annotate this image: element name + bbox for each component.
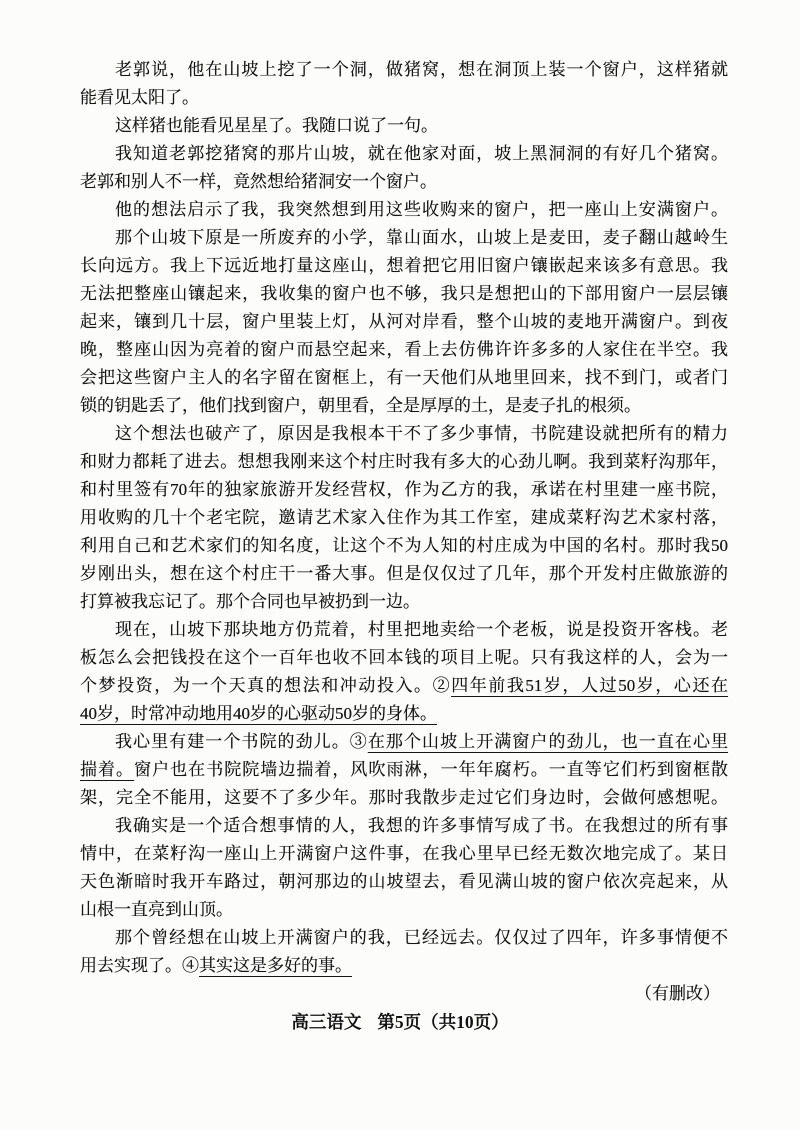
text-line: [80, 252, 728, 280]
text-line: [80, 728, 728, 756]
text-line: [80, 56, 728, 84]
underlined-sentence: 40岁，时常冲动地用40岁的心驱动50岁的身体。: [80, 704, 437, 723]
text-line: [80, 280, 728, 308]
text-line: [80, 700, 728, 728]
text-segment: 和村里签有70年的独家旅游开发经营权，作为乙方的我，承诺在村里建一座书院，: [80, 480, 728, 499]
paragraph: [80, 616, 728, 728]
text-line: [80, 112, 728, 140]
text-segment: 他的想法启示了我，我突然想到用这些收购来的窗户，把一座山上安满窗户。: [115, 200, 728, 219]
underlined-sentence: 四年前我51岁，人过50岁，心还在: [451, 676, 729, 695]
text-line: [80, 420, 728, 448]
text-segment: 老郭和别人不一样，竟然想给猪洞安一个窗户。: [80, 172, 437, 191]
text-line: [80, 924, 728, 952]
reading-passage: [80, 56, 728, 1008]
text-segment: 我知道老郭挖猪窝的那片山坡，就在他家对面，坡上黑洞洞的有好几个猪窝。: [115, 144, 728, 163]
text-line: [80, 784, 728, 812]
paragraph: [80, 140, 728, 196]
underlined-sentence: 揣着。: [80, 760, 135, 779]
page-footer: [0, 1008, 800, 1036]
paragraph: [80, 196, 728, 224]
text-segment: 用收购的几十个老宅院，邀请艺术家入住作为其工作室，建成菜籽沟艺术家村落，: [80, 508, 728, 527]
text-line: [80, 560, 728, 588]
text-segment: 这个想法也破产了，原因是我根本干不了多少事情，书院建设就把所有的精力: [115, 424, 728, 443]
text-line: [80, 868, 728, 896]
text-line: [80, 336, 728, 364]
text-line: [80, 364, 728, 392]
underlined-sentence: 在那个山坡上开满窗户的劲儿，也一直在心里: [367, 732, 729, 751]
paragraph: [80, 420, 728, 616]
text-segment: 无法把整座山镶起来，我收集的窗户也不够，我只是想把山的下部用窗户一层层镶: [80, 284, 728, 303]
text-segment: 老郭说，他在山坡上挖了一个洞，做猪窝，想在洞顶上装一个窗户，这样猪就: [115, 60, 728, 79]
text-line: [80, 672, 728, 700]
text-line: [80, 840, 728, 868]
text-segment: 那个山坡下原是一所废弃的小学，靠山面水，山坡上是麦田，麦子翻山越岭生: [115, 228, 728, 247]
paragraph: [80, 56, 728, 112]
text-segment: 岁刚出头，想在这个村庄干一番大事。但是仅仅过了几年，那个开发村庄做旅游的: [80, 564, 728, 583]
text-line: [80, 476, 728, 504]
text-line: [80, 812, 728, 840]
text-line: [80, 952, 728, 980]
text-segment: 窗户也在书院院墙边揣着，风吹雨淋，一年年腐朽。一直等它们朽到窗框散: [134, 760, 729, 779]
text-line: [80, 896, 728, 924]
footer-subject: 高三语文: [291, 1012, 362, 1032]
text-segment: 现在，山坡下那块地方仍荒着，村里把地卖给一个老板，说是投资开客栈。老: [115, 620, 728, 639]
text-segment: 能看见太阳了。: [80, 88, 199, 107]
text-segment: 山根一直亮到山顶。: [80, 900, 233, 919]
text-segment: 情中，在菜籽沟一座山上开满窗户这件事，在我心里早已经无数次地完成了。某日: [80, 844, 728, 863]
text-segment: 长向远方。我上下远近地打量这座山，想着把它用旧窗户镶嵌起来该多有意思。我: [80, 256, 728, 275]
text-segment: 这样猪也能看见星星了。我随口说了一句。: [115, 116, 438, 135]
underlined-sentence: 其实这是多好的事。: [199, 956, 352, 975]
text-line: [80, 588, 728, 616]
text-line: [80, 756, 728, 784]
text-line: [80, 532, 728, 560]
paragraph: [80, 728, 728, 812]
text-line: [80, 504, 728, 532]
text-segment: 架，完全不能用，这要不了多少年。那时我散步走过它们身边时，会做何感想呢。: [80, 788, 728, 807]
text-line: [80, 308, 728, 336]
text-segment: 我心里有建一个书院的劲儿。③: [115, 732, 368, 751]
text-line: [80, 224, 728, 252]
paragraph: [80, 812, 728, 924]
article-body: [80, 56, 728, 980]
text-segment: 锁的钥匙丢了，他们找到窗户，朝里看，全是厚厚的土，是麦子扎的根须。: [80, 396, 641, 415]
text-segment: 我确实是一个适合想事情的人，我想的许多事情写成了书。在我想过的所有事: [115, 816, 728, 835]
paragraph: [80, 924, 728, 980]
text-segment: 会把这些窗户主人的名字留在窗框上，有一天他们从地里回来，找不到门，或者门: [80, 368, 728, 387]
text-segment: 晚，整座山因为亮着的窗户而悬空起来，看上去仿佛许许多多的人家住在半空。我: [80, 340, 728, 359]
text-segment: 个梦投资，为一个天真的想法和冲动投入。②: [80, 676, 452, 695]
source-note: （有删改）: [635, 984, 720, 1003]
footer-page-number: 第5页（共10页）: [377, 1012, 509, 1032]
text-line: [80, 644, 728, 672]
text-segment: 打算被我忘记了。那个合同也早被扔到一边。: [80, 592, 420, 611]
text-line: [80, 616, 728, 644]
paragraph: [80, 112, 728, 140]
text-segment: 利用自己和艺术家们的知名度，让这个不为人知的村庄成为中国的名村。那时我50: [80, 536, 728, 555]
text-line: [80, 448, 728, 476]
text-line: [80, 392, 728, 420]
text-segment: 天色渐暗时我开车路过，朝河那边的山坡望去，看见满山坡的窗户依次亮起来，从: [80, 872, 728, 891]
text-line: [80, 196, 728, 224]
text-segment: 板怎么会把钱投在这个一百年也收不回本钱的项目上呢。只有我这样的人，会为一: [80, 648, 728, 667]
text-line: [80, 140, 728, 168]
text-line: [80, 168, 728, 196]
text-segment: 用去实现了。④: [80, 956, 199, 975]
text-segment: 和财力都耗了进去。想想我刚来这个村庄时我有多大的心劲儿啊。我到菜籽沟那年，: [80, 452, 728, 471]
paragraph: [80, 224, 728, 420]
text-segment: 起来，镶到几十层，窗户里装上灯，从河对岸看，整个山坡的麦地开满窗户。到夜: [80, 312, 728, 331]
text-line: [80, 84, 728, 112]
text-segment: 那个曾经想在山坡上开满窗户的我，已经远去。仅仅过了四年，许多事情便不: [115, 928, 728, 947]
